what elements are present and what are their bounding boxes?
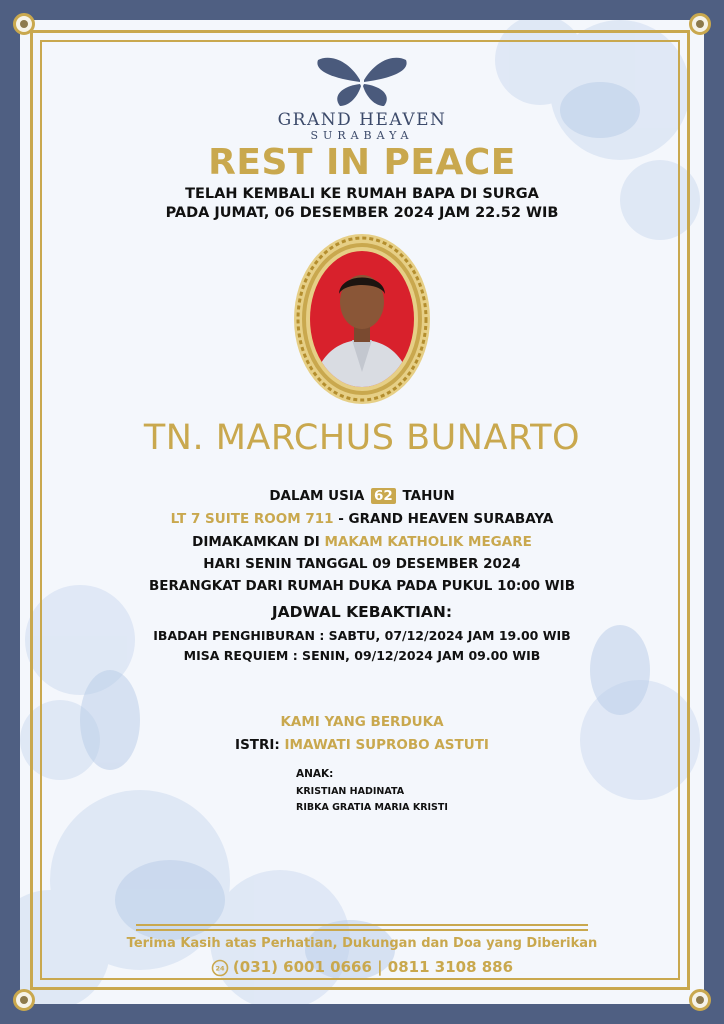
footer-divider: [136, 924, 588, 926]
intro-line-2: PADA JUMAT, 06 DESEMBER 2024 JAM 22.52 WIB: [165, 205, 559, 221]
burial-line: [0, 534, 724, 550]
intro-line-1: TELAH KEMBALI KE RUMAH BAPA DI SURGA: [185, 186, 539, 202]
room-suffix: - GRAND HEAVEN SURABAYA: [333, 511, 554, 527]
schedule-title: JADWAL KEBAKTIAN:: [271, 603, 453, 621]
24h-phone-icon: [211, 959, 229, 977]
burial-date: HARI SENIN TANGGAL 09 DESEMBER 2024: [203, 556, 521, 572]
age-suffix: TAHUN: [402, 488, 455, 504]
schedule-item: MISA REQUIEM : SENIN, 09/12/2024 JAM 09.00 WIB: [183, 648, 541, 663]
page-title: REST IN PEACE: [208, 142, 516, 183]
burial-prefix: DIMAKAMKAN DI: [192, 534, 325, 550]
age-badge: 62: [371, 488, 396, 504]
departure-line: BERANGKAT DARI RUMAH DUKA PADA PUKUL 10:00 WIB: [149, 578, 575, 594]
thanks-message: Terima Kasih atas Perhatian, Dukungan dan Doa yang Diberikan: [126, 936, 598, 951]
age-line: [0, 488, 724, 504]
deceased-name: TN. MARCHUS BUNARTO: [143, 418, 581, 458]
children-label: ANAK:: [296, 768, 334, 780]
burial-place: MAKAM KATHOLIK MEGARE: [324, 534, 532, 550]
butterfly-icon: [312, 56, 412, 108]
phone-numbers[interactable]: (031) 6001 0666 | 0811 3108 886: [232, 958, 514, 976]
spouse-name: IMAWATI SUPROBO ASTUTI: [284, 737, 489, 753]
brand-city: SURABAYA: [310, 129, 414, 142]
spouse-label: ISTRI:: [235, 737, 285, 753]
portrait-photo: [292, 232, 432, 406]
spouse-line: [0, 737, 724, 753]
brand-name: GRAND HEAVEN: [277, 110, 447, 130]
child-name: KRISTIAN HADINATA: [296, 786, 405, 797]
age-prefix: DALAM USIA: [269, 488, 365, 504]
family-title: KAMI YANG BERDUKA: [280, 714, 444, 730]
phone-row: [0, 958, 724, 977]
svg-text:24: 24: [215, 964, 225, 972]
footer-divider: [136, 929, 588, 931]
schedule-item: IBADAH PENGHIBURAN : SABTU, 07/12/2024 JAM 19.00 WIB: [153, 628, 571, 643]
child-name: RIBKA GRATIA MARIA KRISTI: [296, 802, 448, 813]
room-name: LT 7 SUITE ROOM 711: [170, 511, 334, 527]
room-line: [0, 511, 724, 527]
